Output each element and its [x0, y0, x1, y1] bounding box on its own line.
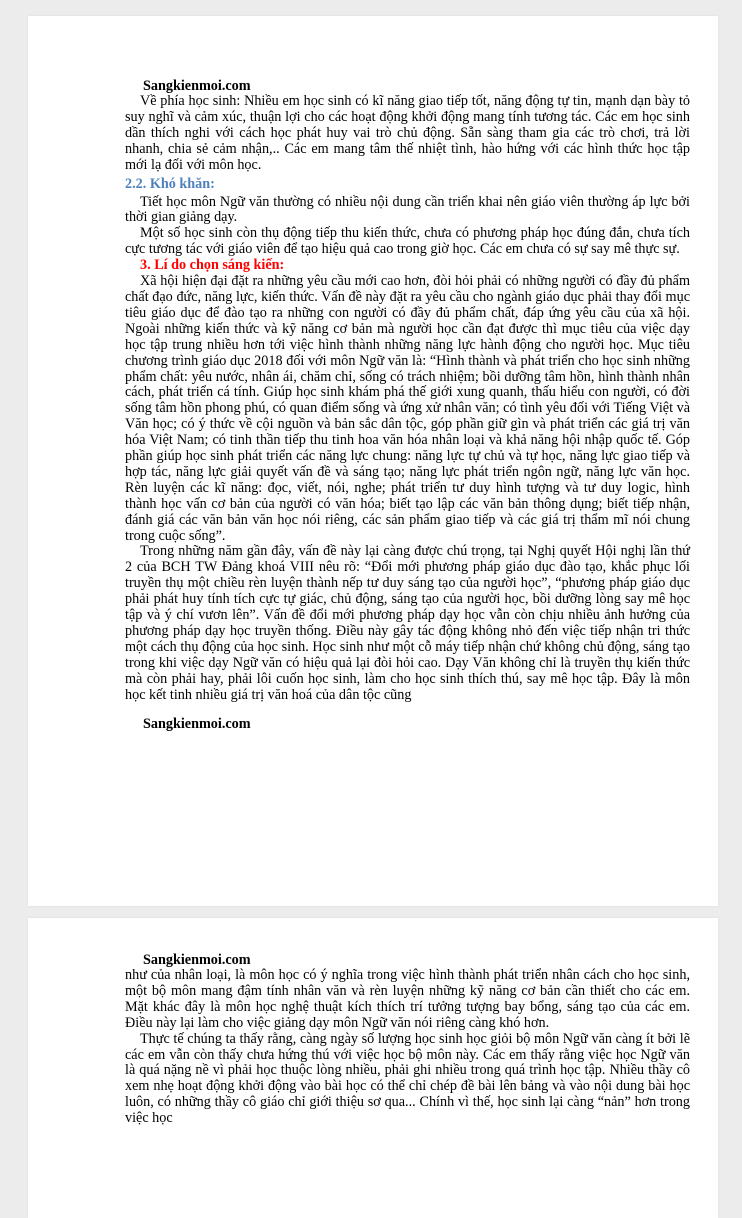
section-heading-difficulties: 2.2. Khó khăn:: [125, 175, 215, 192]
paragraph-passive-students: Một số học sinh còn thụ động tiếp thu kiến thức, chưa có phương pháp học đúng đắn, chưa tích cực tương tác với giáo viên để tạo hiệu quả cao trong giờ học. Các em chưa có sự say mê thực sự.: [125, 225, 690, 258]
paragraph-fewer-good-students: Thực tế chúng ta thấy rằng, càng ngày số lượng học sinh học giỏi bộ môn Ngữ văn càng ít bởi lẽ các em vẫn còn thấy chưa hứng thú với việc học bộ môn này. Các em thấy rằng việc học Ngữ văn là quá nặng nề vì phải học thuộc lòng nhiều, phải ghi nhiều trong quá trình học tập. Nhiều thầy cô xem nhẹ hoạt động khởi động vào bài học có thể chỉ chép đề bài lên bảng và vào nội dung bài học luôn, có những thầy cô giáo chỉ giới thiệu sơ qua... Chính vì thế, học sinh lại càng “nản” hơn trong việc học: [125, 1030, 690, 1127]
document-page-2: [28, 918, 718, 1218]
paragraph-teacher-pressure: Tiết học môn Ngữ văn thường có nhiều nội dung cần triển khai nên giáo viên thường áp lực bởi thời gian giảng dạy.: [125, 193, 690, 226]
section-heading-reason: 3. Lí do chọn sáng kiến:: [140, 257, 285, 274]
page-content: [125, 78, 690, 732]
document-page-1: [28, 16, 718, 906]
page-content: [125, 952, 690, 1127]
paragraph-student-advantages: Về phía học sinh: Nhiều em học sinh có kĩ năng giao tiếp tốt, năng động tự tin, mạnh dạn bày tỏ suy nghĩ và cảm xúc, thuận lợi cho các hoạt động khởi động mang tính tương tác. Các em học sinh dần thích nghi với cách học phát huy vai trò chủ động. Sẵn sàng tham gia các trò chơi, trả lời nhanh, chia sẻ cảm nhận,.. Các em mang tâm thế nhiệt tình, hào hứng với các hình thức học tập mới lạ đối với môn học.: [125, 93, 690, 173]
paragraph-humanity-subject: như của nhân loại, là môn học có ý nghĩa trong việc hình thành phát triển nhân cách cho học sinh, một bộ môn mang đậm tính nhân văn và rèn luyện những kỹ năng cơ bản cần thiết cho các em. Mặt khác đây là môn học nghệ thuật kích thích trí tưởng tượng bay bổng, sáng tạo của các em. Điều này lại làm cho việc giảng dạy môn Ngữ văn nói riêng càng khó hơn.: [125, 967, 690, 1031]
paragraph-modern-society: Xã hội hiện đại đặt ra những yêu cầu mới cao hơn, đòi hỏi phải có những người có đầy đủ phẩm chất đạo đức, năng lực, kiến thức. Vấn đề này đặt ra yêu cầu cho ngành giáo dục phải thay đổi mục tiêu giáo dục để đào tạo ra những con người có đầy đủ phẩm chất, đáp ứng yêu cầu của xã hội. Ngoài những kiến thức và kỹ năng cơ bản mà người học cần đạt được thì mục tiêu của việc dạy học tập trung nhiều hơn tới việc hình thành những năng lực hành động cho người học. Mục tiêu chương trình giáo dục 2018 đối với môn Ngữ văn là: “Hình thành và phát triển cho học sinh những phẩm chất: yêu nước, nhân ái, chăm chỉ, sống có trách nhiệm; bồi dưỡng tâm hồn, hình thành nhân cách, phát triển cá tính. Giúp học sinh khám phá thế giới xung quanh, thấu hiểu con người, có đời sống tâm hồn phong phú, có quan điểm sống và ứng xử nhân văn; có tình yêu đối với Tiếng Việt và Văn học; có ý thức về cội nguồn và bản sắc dân tộc, góp phần giữ gìn và phát triển các giá trị văn hóa Việt Nam; có tinh thần tiếp thu tinh hoa văn hóa nhân loại và khả năng hội nhập quốc tế. Góp phần giúp học sinh phát triển các năng lực chung: năng lực tự chủ và tự học, năng lực giao tiếp và hợp tác, năng lực giải quyết vấn đề và sáng tạo; năng lực phát triển ngôn ngữ, năng lực văn học. Rèn luyện các kĩ năng: đọc, viết, nói, nghe; phát triển tư duy hình tượng và tư duy logic, hình thành học vấn cơ bản của người có văn hóa; biết tạo lập các văn bản thông dụng; biết tiếp nhận, đánh giá các văn bản văn học nói riêng, các sản phẩm giao tiếp và các giá trị thẩm mĩ nói chung trong cuộc sống”.: [125, 273, 690, 544]
page-footer: Sangkienmoi.com: [143, 715, 251, 732]
page-header: Sangkienmoi.com: [143, 78, 251, 94]
page-header: Sangkienmoi.com: [143, 952, 251, 968]
paragraph-recent-years: Trong những năm gần đây, vấn đề này lại càng được chú trọng, tại Nghị quyết Hội nghị lần thứ 2 của BCH TW Đảng khoá VIII nêu rõ: “Đổi mới phương pháp giáo dục đào tạo, khắc phục lối truyền thụ một chiều rèn luyện thành nếp tư duy sáng tạo của người học”, “phương pháp giáo dục phải phát huy tính tích cực tự giác, chủ động, sáng tạo của người học, bồi dưỡng lòng say mê học tập và ý chí vươn lên”. Vấn đề đổi mới phương pháp dạy học vẫn còn chịu nhiều ảnh hưởng của phương pháp dạy học truyền thống. Điều này gây tác động không nhỏ đến việc tiếp nhận tri thức một cách thụ động của học sinh. Học sinh như một cỗ máy tiếp nhận chứ không chủ động, sáng tạo trong khi việc dạy Ngữ văn có hiệu quả lại đòi hỏi cao. Dạy Văn không chỉ là truyền thụ kiến thức mà còn phải hay, phải lôi cuốn học sinh, làm cho học sinh thích thú, say mê học tập. Đây là môn học kết tinh nhiều giá trị văn hoá của dân tộc cũng: [125, 543, 690, 703]
